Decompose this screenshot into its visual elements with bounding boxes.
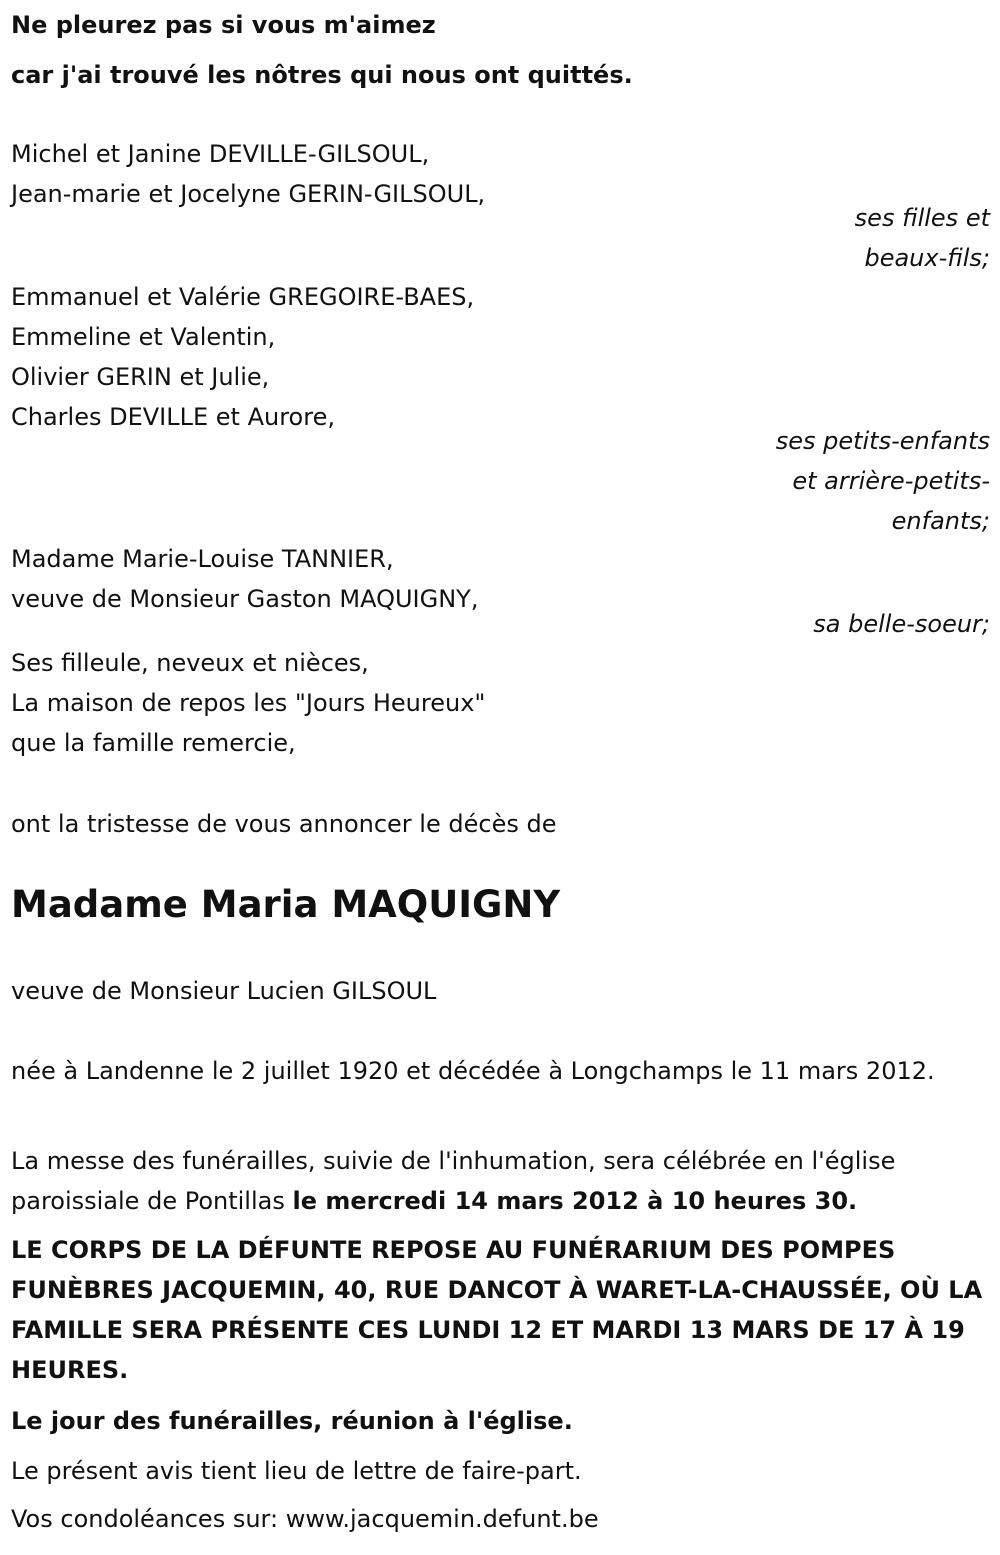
family-name: Michel et Janine DEVILLE-GILSOUL, <box>11 140 430 168</box>
relation-label: ses filles et <box>854 204 990 232</box>
meeting-text: Le jour des funérailles, réunion à l'église. <box>11 1407 573 1435</box>
family-name: La maison de repos les "Jours Heureux" <box>11 689 486 717</box>
deceased-spouse: veuve de Monsieur Lucien GILSOUL <box>11 977 437 1005</box>
relation-label: et arrière-petits- <box>792 467 990 495</box>
quote-line-1: Ne pleurez pas si vous m'aimez <box>11 11 436 39</box>
funerarium-notice: LE CORPS DE LA DÉFUNTE REPOSE AU FUNÉRARIUM DES POMPES FUNÈBRES JACQUEMIN, 40, RUE DANCOT À WARET-LA-CHAUSSÉE, OÙ LA FAMILLE SERA PRÉSENTE CES LUNDI 12 ET MARDI 13 MARS DE 17 À 19 HEURES. <box>11 1236 983 1384</box>
family-name: Charles DEVILLE et Aurore, <box>11 403 335 431</box>
family-name: veuve de Monsieur Gaston MAQUIGNY, <box>11 585 479 613</box>
relation-label: beaux-fils; <box>864 244 990 272</box>
family-name: que la famille remercie, <box>11 729 296 757</box>
relation-label: enfants; <box>891 507 990 535</box>
funeral-mass-date: le mercredi 14 mars 2012 à 10 heures 30. <box>292 1187 858 1215</box>
announcement-text: ont la tristesse de vous annoncer le décès de <box>11 810 557 838</box>
relation-label: ses petits-enfants <box>775 427 990 455</box>
family-name: Olivier GERIN et Julie, <box>11 363 270 391</box>
funeral-mass-start: La messe des funérailles, suivie de l'inhumation, sera célébrée en l'église paroissiale de Pontillas <box>11 1147 896 1215</box>
condolences-text: Vos condoléances sur: www.jacquemin.defunt.be <box>11 1505 599 1533</box>
birth-death-text: née à Landenne le 2 juillet 1920 et décédée à Longchamps le 11 mars 2012. <box>11 1057 935 1085</box>
relation-label: sa belle-soeur; <box>813 610 990 638</box>
family-name: Jean-marie et Jocelyne GERIN-GILSOUL, <box>11 180 486 208</box>
funeral-mass-text <box>11 1141 996 1221</box>
family-name: Madame Marie-Louise TANNIER, <box>11 545 394 573</box>
faire-part-notice: Le présent avis tient lieu de lettre de faire-part. <box>11 1457 582 1485</box>
quote-line-2: car j'ai trouvé les nôtres qui nous ont quittés. <box>11 61 633 89</box>
deceased-name: Madame Maria MAQUIGNY <box>11 883 561 926</box>
family-name: Emmeline et Valentin, <box>11 323 276 351</box>
family-name: Emmanuel et Valérie GREGOIRE-BAES, <box>11 283 475 311</box>
family-name: Ses filleule, neveux et nièces, <box>11 649 369 677</box>
